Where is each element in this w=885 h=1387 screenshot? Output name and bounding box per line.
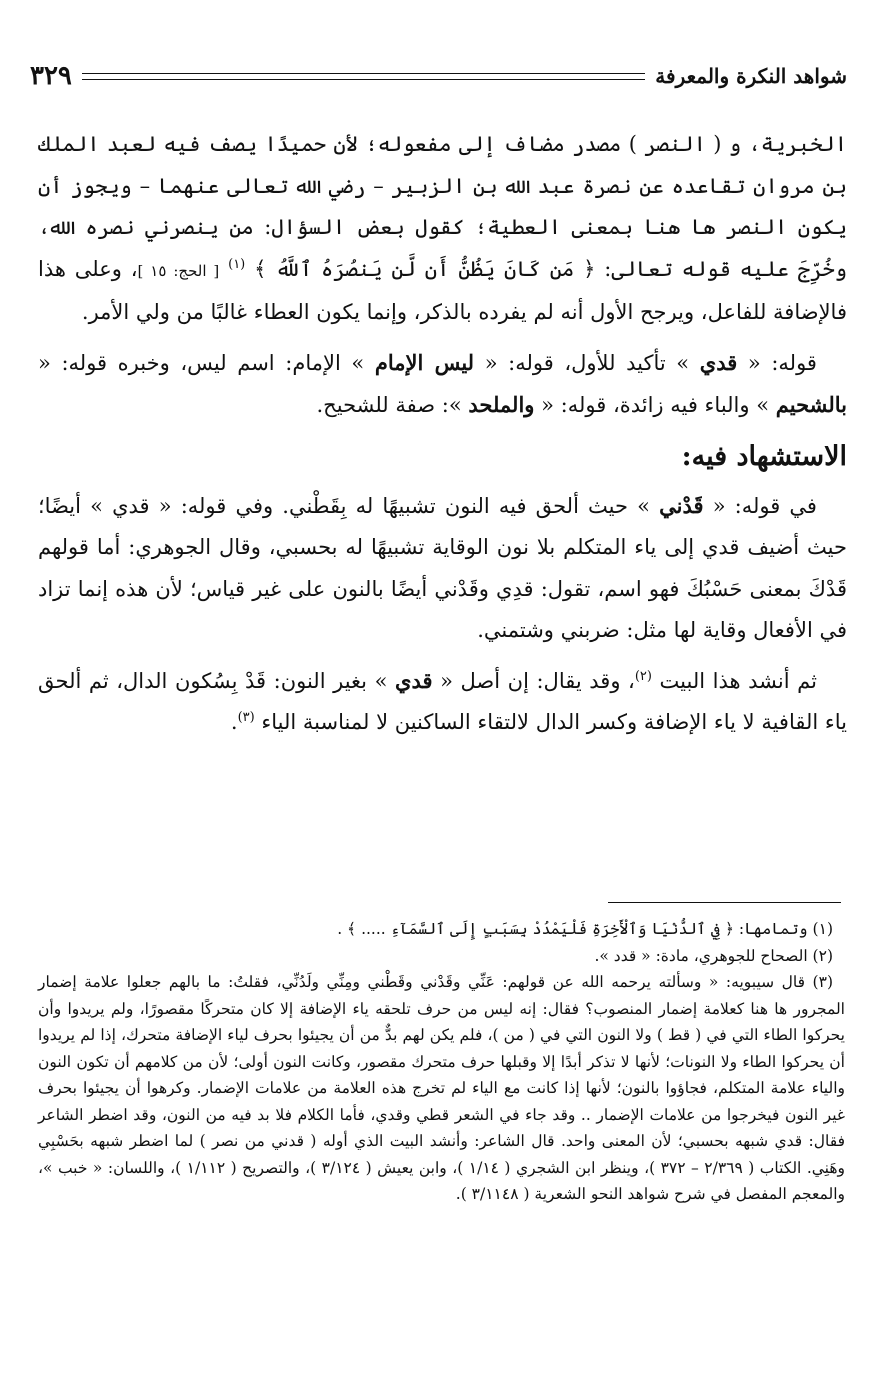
header-rule (82, 73, 645, 80)
footnotes (38, 916, 845, 1208)
p3-part: في قوله: « (712, 493, 817, 518)
footnote-ref-2: (٢) (634, 668, 652, 684)
paragraph-3 (38, 485, 847, 652)
running-title: شواهد النكرة والمعرفة (655, 64, 847, 88)
p3-bold: قَدْني (659, 492, 704, 518)
paragraph-4 (38, 660, 847, 744)
paragraph-1-tail: ، وعلى هذا فالإضافة للفاعل، ويرجح الأول أنه لم يفرده بالذكر، وإنما يكون العطاء غالبًا من ولي الأمر. (38, 256, 847, 324)
p4-bold: قدي (395, 667, 433, 693)
p4-part: ثم أنشد هذا البيت (659, 668, 817, 693)
paragraph-1-text: الخبرية، و ( النصر ) مصدر مضاف إلى مفعوله؛ لأن حميدًا يصف فيه لعبد الملك بن مروان تقاعده عن نصرة عبد الله بن الزبير – رضي الله تعالى عنهما – ويجوز أن يكون النصر ها هنا بمعنى العطية؛ كقول بعض السؤال: من ينصرني نصره الله، وخُرِّجَ عليه قوله تعالى: ﴿ مَن كَانَ يَظُنُّ أَن لَّن يَنصُرَهُ ٱللَّهُ ﴾ (38, 132, 848, 281)
footnote-ref-3: (٣) (237, 710, 255, 725)
p2-part: » تأكيد للأول، قوله: « (484, 350, 690, 375)
p4-part: » بغير النون: قَدْ بِسُكون الدال، ثم ألحق ياء القافية لا ياء الإضافة وكسر الدال لالتقاء الساكنين لا لمناسبة الياء (38, 668, 847, 734)
p2-bold-4: والملحد (468, 392, 535, 417)
page-number: ٣٢٩ (30, 61, 72, 91)
p2-bold-1: قدي (699, 349, 738, 375)
footnote-ref-1: (١) (228, 256, 246, 272)
p2-part: »: صفة للشحيح. (316, 393, 462, 417)
p4-part: . (230, 710, 238, 734)
paragraph-2 (38, 342, 847, 427)
quran-citation: [ الحج: ١٥ ] (137, 261, 220, 280)
paragraph-1 (38, 124, 847, 334)
p2-part: » والباء فيه زائدة، قوله: « (541, 393, 770, 417)
p4-part: ، وقد يقال: إن أصل « (440, 668, 635, 693)
p2-part: » الإمام: اسم ليس، وخبره قوله: « (38, 350, 365, 375)
section-heading: الاستشهاد فيه: (681, 440, 847, 472)
p2-part: قوله: « (747, 350, 817, 375)
footnote-divider (608, 902, 841, 903)
footnote-1: (١) وتمامها: ﴿ فِي ٱلدُّنْيَا وَٱلْأَخِرَةِ فَلْيَمْدُدْ بِسَبَبٍ إِلَى ٱلسَّمَآءِ ..... ﴾ . (337, 920, 833, 938)
footnote-3: (٣) قال سيبويه: « وسألته يرحمه الله عن قولهم: عَنِّي وقَدْني وقَطْني ومِنِّي ولَدُنِّي، فقلتُ: ما بالهم جعلوا علامة إضمار المجرور ها هنا كعلامة إضمار المنصوب؟ فقال: إنه ليس من حرف تلحقه ياء الإضافة إلا كان متحركًا مقصورًا، ولم يريدوا وأن يحركوا الطاء التي في ( قط ) ولا النون التي في ( من )، فلم يكن لهم بدٌّ من أن يجيئوا بحرف لياء الإضافة متحرك، إذا لم يريدوا أن يحركوا الطاء ولا النونات؛ لأنها لا تذكر أبدًا إلا وقبلها حرف متحرك مقصور، وكانت النون أولى؛ لأن من كلامهم أن تكون النون والياء علامة المتكلم، فجاؤوا بالنون؛ لأنها إذا كانت مع الياء لم تخرج هذه العلامة من علامات الإضمار. وكرهوا أن يجيئوا بحرف غير النون فيخرجوا من علامات الإضمار .. وقد جاء في الشعر قطي وقدي، فأما الكلام فلا بد فيه من النون، وقد اضطر الشاعر فقال: قدي شبهه بحسبي؛ لأن المعنى واحد. قال الشاعر: وأنشد البيت الذي أوله ( قدني من نصر ) لما اضطر شبهه بحَسْبِي وهَنِي. الكتاب ( ٢/٣٦٩ – ٣٧٢ )، وينظر ابن الشجري ( ١/١٤ )، وابن يعيش ( ٣/١٢٤ )، والتصريح ( ١/١١٢ )، واللسان: « خبب »، والمعجم المفصل في شرح شواهد النحو الشعرية ( ٣/١١٤٨ ). (38, 973, 846, 1203)
p3-part: » حيث ألحق فيه النون تشبيهًا له بِقَطْني. وفي قوله: « قدي » أيضًا؛ حيث أضيف قدي إلى ياء المتكلم بلا نون الوقاية تشبيهًا له بحسبي، وقال الجوهري: أما قولهم قَدْكَ بمعنى حَسْبُكَ فهو اسم، تقول: قدِي وقَدْني أيضًا بالنون على غير قياس؛ لأن هذه إنما تزاد في الأفعال وقاية لها مثل: ضربني وشتمني. (38, 493, 847, 642)
footnote-2: (٢) الصحاح للجوهري، مادة: « قدد ». (594, 946, 833, 965)
main-text (38, 124, 847, 752)
p2-bold-3: بالشحيم (775, 392, 847, 417)
page-header (30, 56, 847, 96)
p2-bold-2: ليس الإمام (374, 349, 475, 375)
